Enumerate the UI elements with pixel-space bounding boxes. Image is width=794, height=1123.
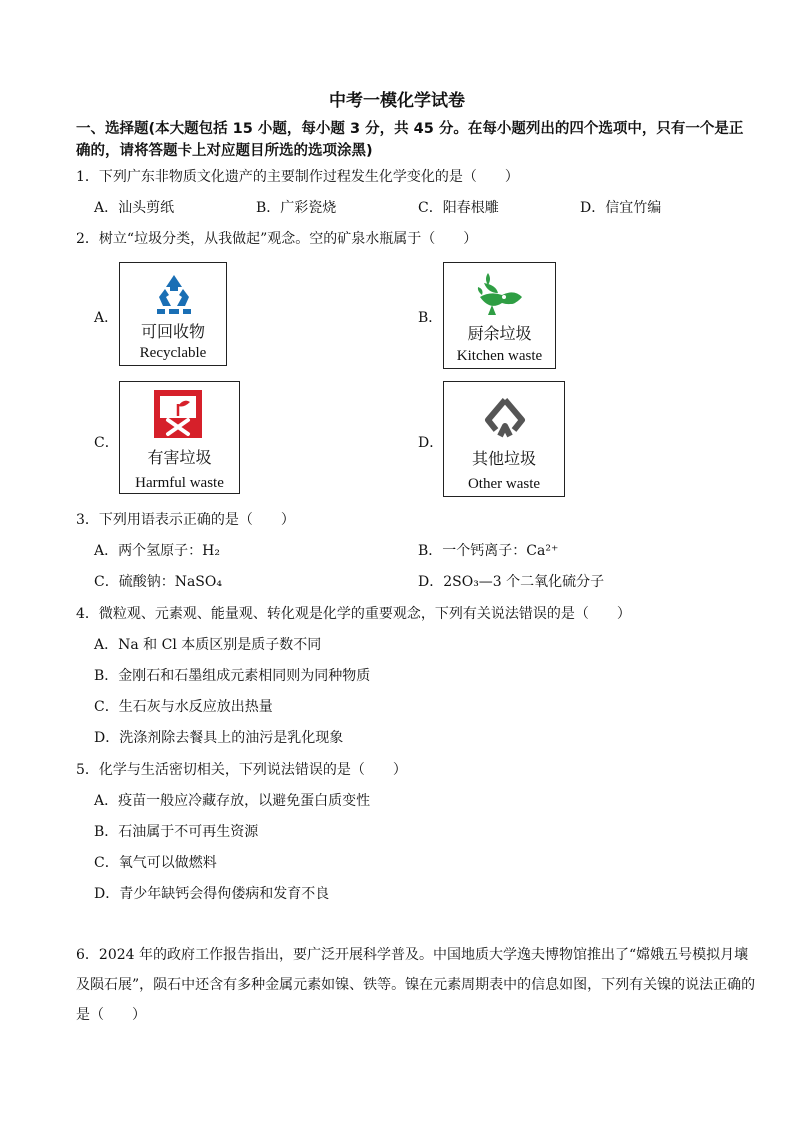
other-waste-bin-en-label: Other waste (467, 476, 541, 492)
q4-option-d: D．洗涤剂除去餐具上的油污是乳化现象 (94, 730, 344, 746)
q3-option-c: C．硫酸钠：NaSO₄ (94, 574, 222, 590)
q2-letter-a: A． (94, 310, 119, 326)
q3-option-b: B．一个钙离子：Ca²⁺ (418, 543, 559, 559)
harmful-waste-icon (154, 390, 202, 438)
kitchen-waste-bin-zh-label: 厨余垃圾 (467, 324, 532, 343)
harmful-waste-bin-zh-label: 有害垃圾 (147, 448, 212, 467)
question-6-stem: 6．2024 年的政府工作报告指出，要广泛开展科学普及。中国地质大学逸夫博物馆推出了“嫦娥五号模拟月壤及陨石展”，陨石中还含有多种金属元素如镍、铁等。镍在元素周期表中的信息如图，下列有关镍的说法正确的是（ ） (76, 947, 756, 1023)
question-3-stem: 3．下列用语表示正确的是（ ） (76, 512, 295, 528)
kitchen-waste-bin-en-label: Kitchen waste (456, 348, 543, 364)
q2-letter-b: B． (418, 310, 443, 326)
q2-letter-d: D． (418, 435, 444, 451)
harmful-waste-bin-card (119, 381, 240, 494)
q2-letter-c: C． (94, 435, 119, 451)
recyclable-bin-en-label: Recyclable (139, 345, 207, 361)
recyclable-bin-card (119, 262, 227, 366)
q5-option-a: A．疫苗一般应冷藏存放，以避免蛋白质变性 (94, 793, 371, 809)
q4-option-b: B．金刚石和石墨组成元素相同则为同种物质 (94, 668, 371, 684)
q4-option-c: C．生石灰与水反应放出热量 (94, 699, 273, 715)
recycle-icon (151, 273, 197, 317)
question-2-stem: 2．树立“垃圾分类，从我做起”观念。空的矿泉水瓶属于（ ） (76, 231, 478, 247)
q1-option-b: B．广彩瓷烧 (256, 200, 337, 216)
q4-option-a: A．Na 和 Cl 本质区别是质子数不同 (94, 637, 322, 653)
harmful-waste-bin-en-label: Harmful waste (135, 475, 224, 491)
q3-option-d: D．2SO₃—3 个二氧化硫分子 (418, 574, 605, 590)
kitchen-waste-icon (474, 271, 528, 319)
other-waste-bin-card (443, 381, 565, 497)
q3-option-a: A．两个氢原子：H₂ (94, 543, 220, 559)
q1-option-a: A．汕头剪纸 (94, 200, 175, 216)
recyclable-bin-zh-label: 可回收物 (140, 322, 205, 341)
q5-option-c: C．氧气可以做燃料 (94, 855, 217, 871)
question-4-stem: 4．微粒观、元素观、能量观、转化观是化学的重要观念，下列有关说法错误的是（ ） (76, 606, 631, 622)
other-waste-bin-zh-label: 其他垃圾 (471, 449, 536, 468)
other-waste-icon (482, 396, 528, 442)
q1-option-c: C．阳春根雕 (418, 200, 499, 216)
q5-option-b: B．石油属于不可再生资源 (94, 824, 259, 840)
question-5-stem: 5．化学与生活密切相关，下列说法错误的是（ ） (76, 762, 407, 778)
q1-option-d: D．信宜竹编 (580, 200, 662, 216)
section-heading: 一、选择题(本大题包括 15 小题，每小题 3 分，共 45 分。在每小题列出的四个选项中，只有一个是正确的，请将答题卡上对应题目所选的选项涂黑) (76, 121, 744, 159)
q5-option-d: D．青少年缺钙会得佝偻病和发育不良 (94, 886, 330, 902)
kitchen-waste-bin-card (443, 262, 556, 369)
page-title: 中考一模化学试卷 (329, 91, 465, 111)
question-1-stem: 1．下列广东非物质文化遗产的主要制作过程发生化学变化的是（ ） (76, 169, 519, 185)
